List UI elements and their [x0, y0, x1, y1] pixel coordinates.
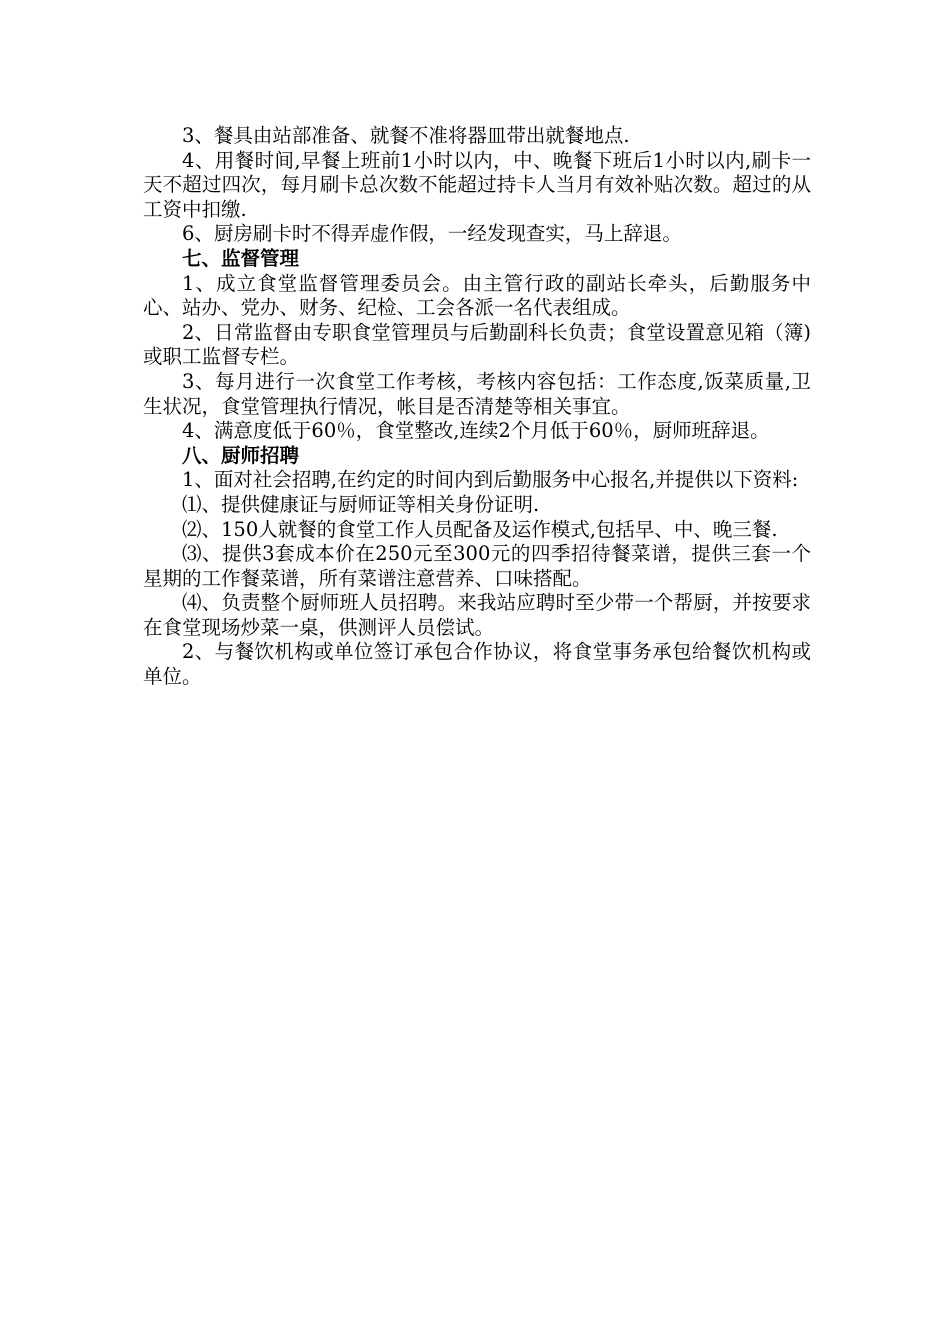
section-heading-supervision: 七、监督管理 — [182, 246, 300, 270]
recruitment-paragraph-2: 2、与餐饮机构或单位签订承包合作协议，将食堂事务承包给餐饮机构或单位。 — [143, 640, 811, 689]
supervision-paragraph-3: 3、每月进行一次食堂工作考核，考核内容包括：工作态度,饭菜质量,卫生状况，食堂管理执行情况，帐目是否清楚等相关事宜。 — [143, 369, 811, 418]
section-heading-chef-recruitment: 八、厨师招聘 — [182, 443, 300, 467]
recruitment-item-1: ⑴、提供健康证与厨师证等相关身份证明. — [182, 492, 540, 516]
recruitment-item-3: ⑶、提供3套成本价在250元至300元的四季招待餐菜谱，提供三套一个星期的工作餐菜谱，所有菜谱注意营养、口味搭配。 — [143, 542, 811, 590]
supervision-paragraph-2: 2、日常监督由专职食堂管理员与后勤副科长负责；食堂设置意见箱（簿)或职工监督专栏。 — [143, 320, 811, 369]
recruitment-paragraph-1: 1、面对社会招聘,在约定的时间内到后勤服务中心报名,并提供以下资料: — [182, 468, 799, 492]
supervision-paragraph-4: 4、满意度低于60％，食堂整改,连续2个月低于60％，厨师班辞退。 — [182, 419, 770, 443]
rule-paragraph-4-meal-time: 4、用餐时间,早餐上班前1小时以内，中、晚餐下班后1小时以内,刷卡一天不超过四次，每月刷卡总次数不能超过持卡人当月有效补贴次数。超过的从工资中扣缴. — [143, 148, 811, 221]
document-body — [143, 124, 811, 690]
recruitment-item-2: ⑵、150人就餐的食堂工作人员配备及运作模式,包括早、中、晚三餐. — [182, 517, 778, 541]
rule-paragraph-3-tableware: 3、餐具由站部准备、就餐不准将器皿带出就餐地点. — [182, 124, 630, 147]
recruitment-item-4: ⑷、负责整个厨师班人员招聘。来我站应聘时至少带一个帮厨，并按要求在食堂现场炒菜一桌，供测评人员偿试。 — [143, 591, 811, 639]
supervision-paragraph-1: 1、成立食堂监督管理委员会。由主管行政的副站长牵头，后勤服务中心、站办、党办、财务、纪检、工会各派一名代表组成。 — [143, 271, 811, 320]
rule-paragraph-6-card-fraud: 6、厨房刷卡时不得弄虚作假，一经发现查实，马上辞退。 — [182, 222, 682, 246]
